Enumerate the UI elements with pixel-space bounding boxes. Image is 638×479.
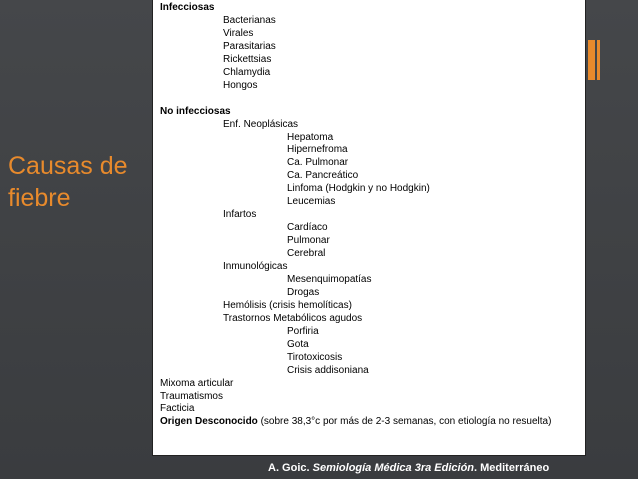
citation-book: Semiología Médica 3ra Edición <box>312 462 475 474</box>
cause-text: Ca. Pulmonar <box>287 157 349 169</box>
cause-text: Enf. Neoplásicas <box>223 118 299 130</box>
cause-line <box>223 261 287 273</box>
cause-line <box>287 365 369 377</box>
citation-publisher: . Mediterráneo <box>474 462 550 474</box>
cause-line <box>287 157 348 169</box>
cause-line <box>287 222 328 234</box>
cause-text: Porfiria <box>287 325 319 337</box>
cause-text: Chlamydia <box>223 66 271 78</box>
cause-line <box>287 326 319 338</box>
cause-text: Gota <box>287 338 309 350</box>
cause-text: Pulmonar <box>287 235 330 247</box>
cause-line <box>160 106 231 118</box>
cause-text: Inmunológicas <box>223 261 288 272</box>
cause-line <box>287 144 348 156</box>
cause-text: Rickettsias <box>223 53 272 65</box>
accent-bar-thin <box>597 40 600 80</box>
cause-line <box>160 391 223 403</box>
cause-text: Origen Desconocido <box>160 416 258 428</box>
cause-line <box>223 313 362 325</box>
cause-text: Traumatismos <box>160 390 223 402</box>
cause-text: Facticia <box>160 403 195 415</box>
cause-text: Hongos <box>223 79 258 91</box>
cause-line <box>287 183 430 195</box>
accent-bar <box>588 40 595 80</box>
cause-line <box>223 15 276 27</box>
citation-footer <box>268 462 549 474</box>
cause-text: Cerebral <box>287 248 326 260</box>
cause-line <box>160 416 551 428</box>
citation-author: A. Goic. <box>268 462 313 474</box>
cause-line <box>287 287 319 299</box>
cause-note: (sobre 38,3°c por más de 2-3 semanas, con etiología no resuelta) <box>257 416 552 428</box>
cause-line <box>223 54 271 66</box>
cause-text: Cardíaco <box>287 222 328 234</box>
causes-list-panel <box>152 0 586 456</box>
cause-text: Mixoma articular <box>160 377 234 389</box>
cause-text: Infecciosas <box>160 2 215 13</box>
cause-text: Virales <box>223 27 254 39</box>
cause-text: Bacterianas <box>223 14 276 26</box>
cause-line <box>287 196 335 208</box>
cause-line <box>223 119 298 131</box>
cause-line <box>160 378 233 390</box>
cause-text: Hemólisis (crisis hemolíticas) <box>223 299 352 311</box>
cause-line <box>223 67 270 79</box>
cause-line <box>223 41 276 53</box>
cause-text: Mesenquimopatías <box>287 273 372 285</box>
cause-line <box>287 235 330 247</box>
cause-text: Linfoma (Hodgkin y no Hodgkin) <box>287 183 430 195</box>
cause-line <box>223 28 253 40</box>
cause-text: Hepatoma <box>287 131 334 143</box>
cause-text: Drogas <box>287 286 320 298</box>
cause-text: Infartos <box>223 209 257 221</box>
cause-line <box>223 80 257 92</box>
cause-text: Hipernefroma <box>287 144 348 156</box>
cause-line <box>287 248 325 260</box>
cause-line <box>160 403 194 415</box>
cause-line <box>287 170 358 182</box>
cause-line <box>287 352 342 364</box>
cause-line <box>287 132 333 144</box>
cause-text: Tirotoxicosis <box>287 351 343 363</box>
cause-line <box>287 274 372 286</box>
cause-text: Leucemias <box>287 196 336 208</box>
cause-text: Crisis addisoniana <box>287 364 369 376</box>
cause-text: Ca. Pancreático <box>287 170 359 182</box>
cause-line <box>160 2 214 14</box>
cause-line <box>287 339 309 351</box>
cause-line <box>223 209 256 221</box>
slide-title: Causas de fiebre <box>8 152 128 212</box>
cause-text: Parasitarias <box>223 40 276 52</box>
cause-line <box>223 300 352 312</box>
cause-text: No infecciosas <box>160 105 231 117</box>
cause-text: Trastornos Metabólicos agudos <box>223 312 363 324</box>
